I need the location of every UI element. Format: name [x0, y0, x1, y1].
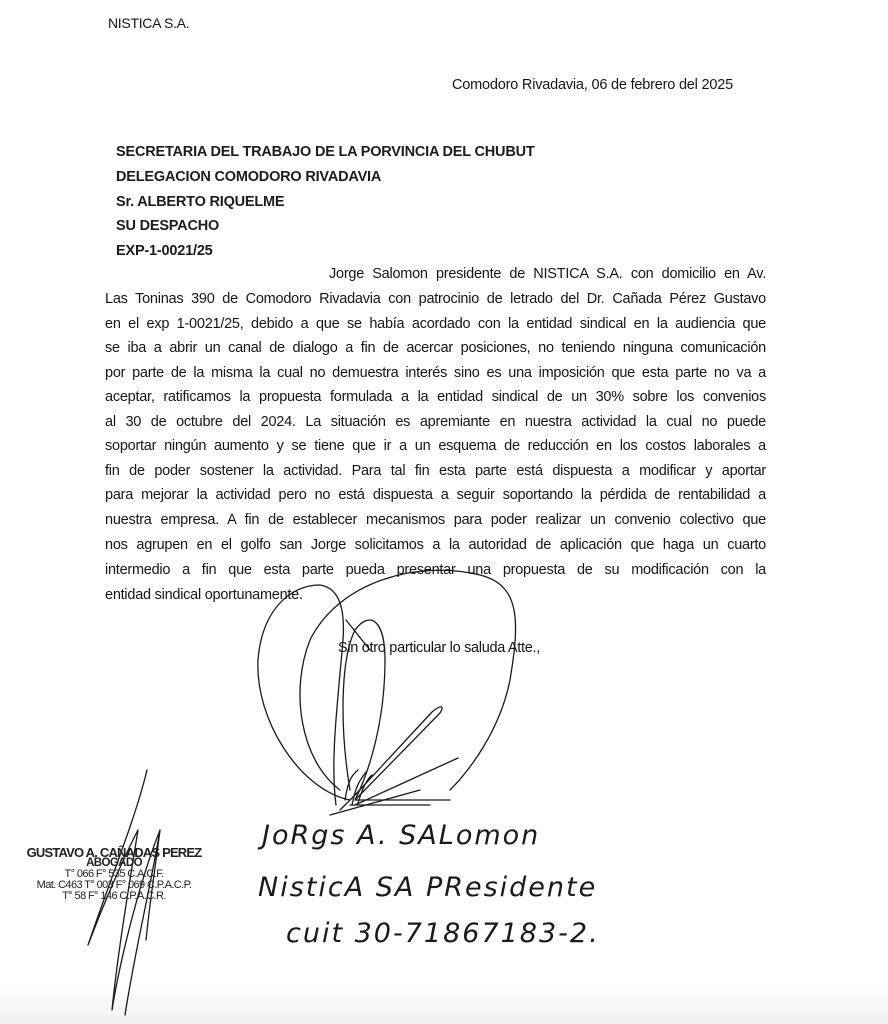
body-line: entidad sindical oportunamente. [105, 587, 303, 603]
body-line: al 30 de octubre del 2024. La situación es apremiante en nuestra actividad la cual no puede [105, 414, 766, 430]
body-line: aceptar, ratificamos la propuesta formulada a la entidad sindical de un 30% sobre los convenios [105, 389, 766, 405]
body-line: por parte de la misma la cual no demuestra interés sino es una imposición que esta parte no va a [105, 365, 766, 381]
body-line: Las Toninas 390 de Comodoro Rivadavia con patrocinio de letrado del Dr. Cañada Pérez Gustavo [105, 291, 766, 307]
stamp-role: ABOGADO [86, 857, 142, 869]
body-line: soportar ningún aumento y se tiene que ir a un esquema de reducción en los costos laborales a [105, 438, 766, 454]
stamp-line: T° 066 F° 535 C.A.C.F. [64, 868, 164, 880]
handwritten-cuit: cuit 30-71867183-2. [286, 918, 600, 949]
addressee-line: SECRETARIA DEL TRABAJO DE LA PORVINCIA DEL CHUBUT [116, 144, 535, 160]
body-line: nos agrupen en el golfo san Jorge solicitamos a la autoridad de aplicación que haga un cuarto [105, 537, 766, 553]
addressee-line: Sr. ALBERTO RIQUELME [116, 194, 285, 210]
body-line: en el exp 1-0021/25, debido a que se había acordado con la entidad sindical en la audiencia que [105, 316, 766, 332]
closing-salutation: Sin otro particular lo saluda Atte., [338, 640, 540, 656]
addressee-line: DELEGACION COMODORO RIVADAVIA [116, 169, 382, 185]
handwritten-title: NisticA SA PResidente [258, 872, 598, 903]
addressee-line: SU DESPACHO [116, 218, 220, 234]
addressee-line: EXP-1-0021/25 [116, 243, 213, 259]
signature-president-loop [300, 570, 516, 790]
place-date: Comodoro Rivadavia, 06 de febrero del 2025 [452, 77, 733, 93]
stamp-line: T° 58 F° 146 C.P.A.C.R. [62, 890, 166, 902]
body-line: se iba a abrir un canal de dialogo a fin de acercar posiciones, no teniendo ninguna comunicación [105, 340, 766, 356]
body-line: intermedio a fin que esta parte pueda presentar una propuesta de su modificación con la [105, 562, 766, 578]
stamp-line: Mat. C463 T° 003 F° 069 C.P.A.C.P. [36, 879, 192, 891]
company-name: NISTICA S.A. [108, 15, 190, 31]
lawyer-stamp [14, 847, 214, 902]
body-line: Jorge Salomon presidente de NISTICA S.A. con domicilio en Av. [329, 266, 766, 282]
body-line: para mejorar la actividad pero no está dispuesta a seguir soportando la pérdida de rentabilidad a [105, 487, 766, 503]
handwritten-name: JoRgs A. SALomon [262, 820, 541, 851]
signature-president [258, 585, 350, 805]
stamp-name: GUSTAVO A. CAÑADAS PEREZ [26, 845, 202, 860]
body-line: nuestra empresa. A fin de establecer mecanismos para poder realizar un convenio colectivo que [105, 512, 766, 528]
signature-president-strokes [340, 707, 458, 810]
body-line: fin de poder sostener la actividad. Para tal fin esta parte está dispuesta a modificar y aportar [105, 463, 766, 479]
